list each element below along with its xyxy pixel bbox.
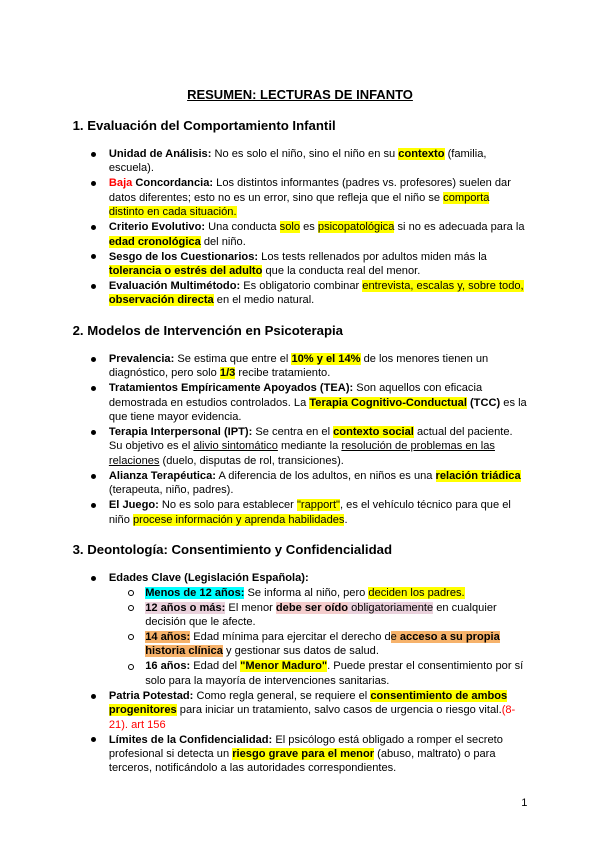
bullet-icon xyxy=(91,737,96,742)
highlighted-text: Terapia Cognitivo-Conductual xyxy=(309,396,467,409)
item-text xyxy=(145,659,527,688)
document-section xyxy=(73,322,528,527)
text-segment: actual del paciente. Su objetivo es el xyxy=(108,426,513,453)
item-text xyxy=(109,733,528,776)
list-item xyxy=(73,733,528,776)
text-segment: No es solo el niño, sino el niño en su xyxy=(211,148,399,160)
highlighted-text: tolerancia o estrés del adulto xyxy=(108,265,263,278)
highlighted-text: contexto social xyxy=(333,426,414,439)
item-label: Límites de la Confidencialidad: xyxy=(108,733,273,746)
item-label: Alianza Terapéutica: xyxy=(108,469,216,482)
text-segment: Se estima que entre el xyxy=(174,352,292,365)
item-label: El Juego: xyxy=(108,499,159,512)
text-segment: El psicólogo está obligado a romper el secreto profesional si detecta un xyxy=(108,733,503,760)
section-heading: 2. Modelos de Intervención en Psicoterapia xyxy=(72,322,344,338)
underlined-text: resolución de problemas en las relaciones xyxy=(108,440,495,467)
sub-list-item xyxy=(109,630,528,659)
bullet-icon xyxy=(91,474,96,479)
item-text xyxy=(145,601,527,630)
text-segment: No es solo para establecer xyxy=(158,499,297,512)
text-segment: (duelo, disputas de rol, transiciones). xyxy=(159,454,344,467)
highlighted-text: procese información y aprenda habilidades xyxy=(132,513,345,526)
colored-text: Baja xyxy=(108,177,133,190)
highlighted-text: obligatoriamente xyxy=(348,601,434,614)
item-text xyxy=(109,469,528,498)
highlighted-text: 14 años: xyxy=(145,630,191,643)
text-segment: que la conducta real del menor. xyxy=(262,265,421,278)
text-segment: Los tests rellenados por adultos miden más la xyxy=(258,250,487,263)
list-item xyxy=(73,498,528,527)
bullet-icon xyxy=(91,694,96,699)
highlighted-text: debe ser oído xyxy=(275,601,349,614)
circle-bullet-icon xyxy=(128,634,134,640)
bullet-icon xyxy=(91,386,96,391)
text-segment: Son aquellos con eficacia demostrada en estudios controlados. La xyxy=(108,382,483,409)
item-text xyxy=(109,176,528,219)
circle-bullet-icon xyxy=(128,590,134,596)
item-label: Tratamientos Empíricamente Apoyados (TEA): xyxy=(108,382,354,395)
text-segment: Se centra en el xyxy=(252,426,334,439)
document-section xyxy=(73,541,528,776)
bullet-icon xyxy=(91,576,96,581)
item-label: Terapia Interpersonal (IPT): xyxy=(108,426,253,439)
highlighted-text: edad cronológica xyxy=(108,235,201,248)
document-title: RESUMEN: LECTURAS DE INFANTO xyxy=(187,87,413,102)
text-segment: (terapeuta, niño, padres). xyxy=(108,484,234,497)
bullet-list xyxy=(73,571,528,776)
list-item xyxy=(73,279,528,308)
item-text xyxy=(109,689,528,732)
bullet-list xyxy=(73,147,528,308)
text-segment: de los menores tienen un diagnóstico, pero solo xyxy=(108,352,489,380)
item-text xyxy=(145,586,527,600)
highlighted-text: deciden los padres. xyxy=(368,586,465,599)
highlighted-text: consentimiento de ambos progenitores xyxy=(108,689,508,717)
highlighted-text: acceso a su propia historia clínica xyxy=(145,630,500,658)
colored-text: (8-21). art 156 xyxy=(108,704,516,731)
highlighted-text: observación directa xyxy=(108,294,214,307)
highlighted-text: relación triádica xyxy=(435,469,521,482)
text-segment: Una conducta xyxy=(205,221,280,234)
sub-list-item xyxy=(109,586,528,600)
document-body xyxy=(73,117,528,776)
circle-bullet-icon xyxy=(128,664,134,670)
item-text xyxy=(109,352,528,381)
text-segment: mediante la xyxy=(277,440,342,453)
bullet-icon xyxy=(91,152,96,157)
text-segment: A diferencia de los adultos, en niños es una xyxy=(215,469,436,482)
text-segment: es la que tiene mayor evidencia. xyxy=(108,396,527,424)
highlighted-text: "Menor Maduro" xyxy=(240,660,328,673)
item-text xyxy=(109,425,528,468)
item-text xyxy=(109,147,528,176)
text-segment: Se informa al niño, pero xyxy=(244,586,369,599)
text-segment: y gestionar sus datos de salud. xyxy=(222,645,379,658)
highlighted-text: entrevista, escalas y, sobre todo, xyxy=(362,280,524,293)
sub-list xyxy=(109,586,528,689)
text-segment: si no es adecuada para la xyxy=(394,221,525,234)
highlighted-text: 1/3 xyxy=(219,367,236,380)
highlighted-text: riesgo grave para el menor xyxy=(232,747,375,760)
item-label: 16 años: xyxy=(145,660,191,673)
list-item xyxy=(73,220,528,249)
text-segment: en el medio natural. xyxy=(213,294,315,307)
bold-text: (TCC) xyxy=(466,396,501,409)
text-segment: Es obligatorio combinar xyxy=(240,280,363,293)
sub-list-item xyxy=(109,659,528,688)
bullet-icon xyxy=(91,254,96,259)
highlighted-text: Menos de 12 años: xyxy=(145,586,245,599)
list-item xyxy=(73,147,528,176)
list-item xyxy=(73,571,528,688)
list-item xyxy=(73,469,528,498)
bullet-icon xyxy=(91,181,96,186)
list-item xyxy=(73,381,528,424)
item-label: Unidad de Análisis: xyxy=(108,148,212,160)
highlighted-text: e xyxy=(390,630,400,643)
item-text xyxy=(109,381,528,424)
list-item xyxy=(73,425,528,468)
section-heading: 3. Deontología: Consentimiento y Confidencialidad xyxy=(72,542,393,558)
item-text xyxy=(109,498,528,527)
bullet-list xyxy=(73,352,528,527)
item-label: Patria Potestad: xyxy=(108,689,194,702)
text-segment: . Puede prestar el consentimiento por sí solo para la mayoría de intervenciones sanitarias. xyxy=(145,660,524,687)
highlighted-text: psicopatológica xyxy=(317,221,395,234)
item-text xyxy=(109,250,528,279)
text-segment: . xyxy=(344,513,348,526)
text-segment: Como regla general, se requiere el xyxy=(193,689,371,702)
page-content xyxy=(73,0,528,776)
bullet-icon xyxy=(91,357,96,362)
text-segment: es xyxy=(300,221,318,234)
highlighted-text: "rapport" xyxy=(296,499,340,512)
text-segment: (abuso, maltrato) o para terceros, notificándolo a las autoridades correspondientes. xyxy=(108,747,496,775)
highlighted-text: 10% y el 14% xyxy=(291,352,361,365)
list-item xyxy=(73,352,528,381)
bullet-icon xyxy=(91,430,96,435)
text-segment: (familia, escuela). xyxy=(108,148,487,175)
text-segment: , es el vehículo técnico para que el niño xyxy=(108,499,511,526)
bullet-icon xyxy=(91,225,96,230)
text-segment: Edad mínima para ejercitar el derecho d xyxy=(190,630,391,643)
item-text xyxy=(109,279,528,308)
list-item xyxy=(73,176,528,219)
document-section xyxy=(73,117,528,308)
circle-bullet-icon xyxy=(128,605,134,611)
item-text xyxy=(109,220,528,249)
item-text xyxy=(145,630,527,659)
item-label: Evaluación Multimétodo: xyxy=(108,280,241,293)
list-item xyxy=(73,250,528,279)
item-text xyxy=(109,571,528,585)
text-segment: Los distintos informantes (padres vs. profesores) suelen dar datos diferentes; esto no es un error, sino que refleja que el niño se xyxy=(108,177,511,204)
item-label: Sesgo de los Cuestionarios: xyxy=(108,250,259,263)
highlighted-text: solo xyxy=(279,221,301,234)
text-segment: Edad del xyxy=(190,660,241,673)
item-label: Edades Clave (Legislación Española): xyxy=(108,572,309,585)
text-segment: para iniciar un tratamiento, salvo casos de urgencia o riesgo vital. xyxy=(176,704,502,717)
item-label: Prevalencia: xyxy=(108,352,175,365)
text-segment: El menor xyxy=(225,601,276,614)
text-segment: recibe tratamiento. xyxy=(235,367,331,380)
bullet-icon xyxy=(91,503,96,508)
highlighted-text: 12 años o más: xyxy=(145,601,226,614)
bullet-icon xyxy=(91,284,96,289)
list-item xyxy=(73,689,528,732)
text-segment: en cualquier decisión que le afecte. xyxy=(145,601,497,628)
item-label: Criterio Evolutivo: xyxy=(108,221,206,234)
highlighted-text: contexto xyxy=(398,148,445,160)
highlighted-text: comporta distinto en cada situación. xyxy=(108,191,490,219)
sub-list-item xyxy=(109,601,528,630)
text-segment: del niño. xyxy=(200,235,246,248)
underlined-text: alivio sintomático xyxy=(193,440,278,453)
page-number: 1 xyxy=(521,797,528,809)
bold-text: Concordancia: xyxy=(132,177,214,190)
section-heading: 1. Evaluación del Comportamiento Infantil xyxy=(72,118,336,133)
